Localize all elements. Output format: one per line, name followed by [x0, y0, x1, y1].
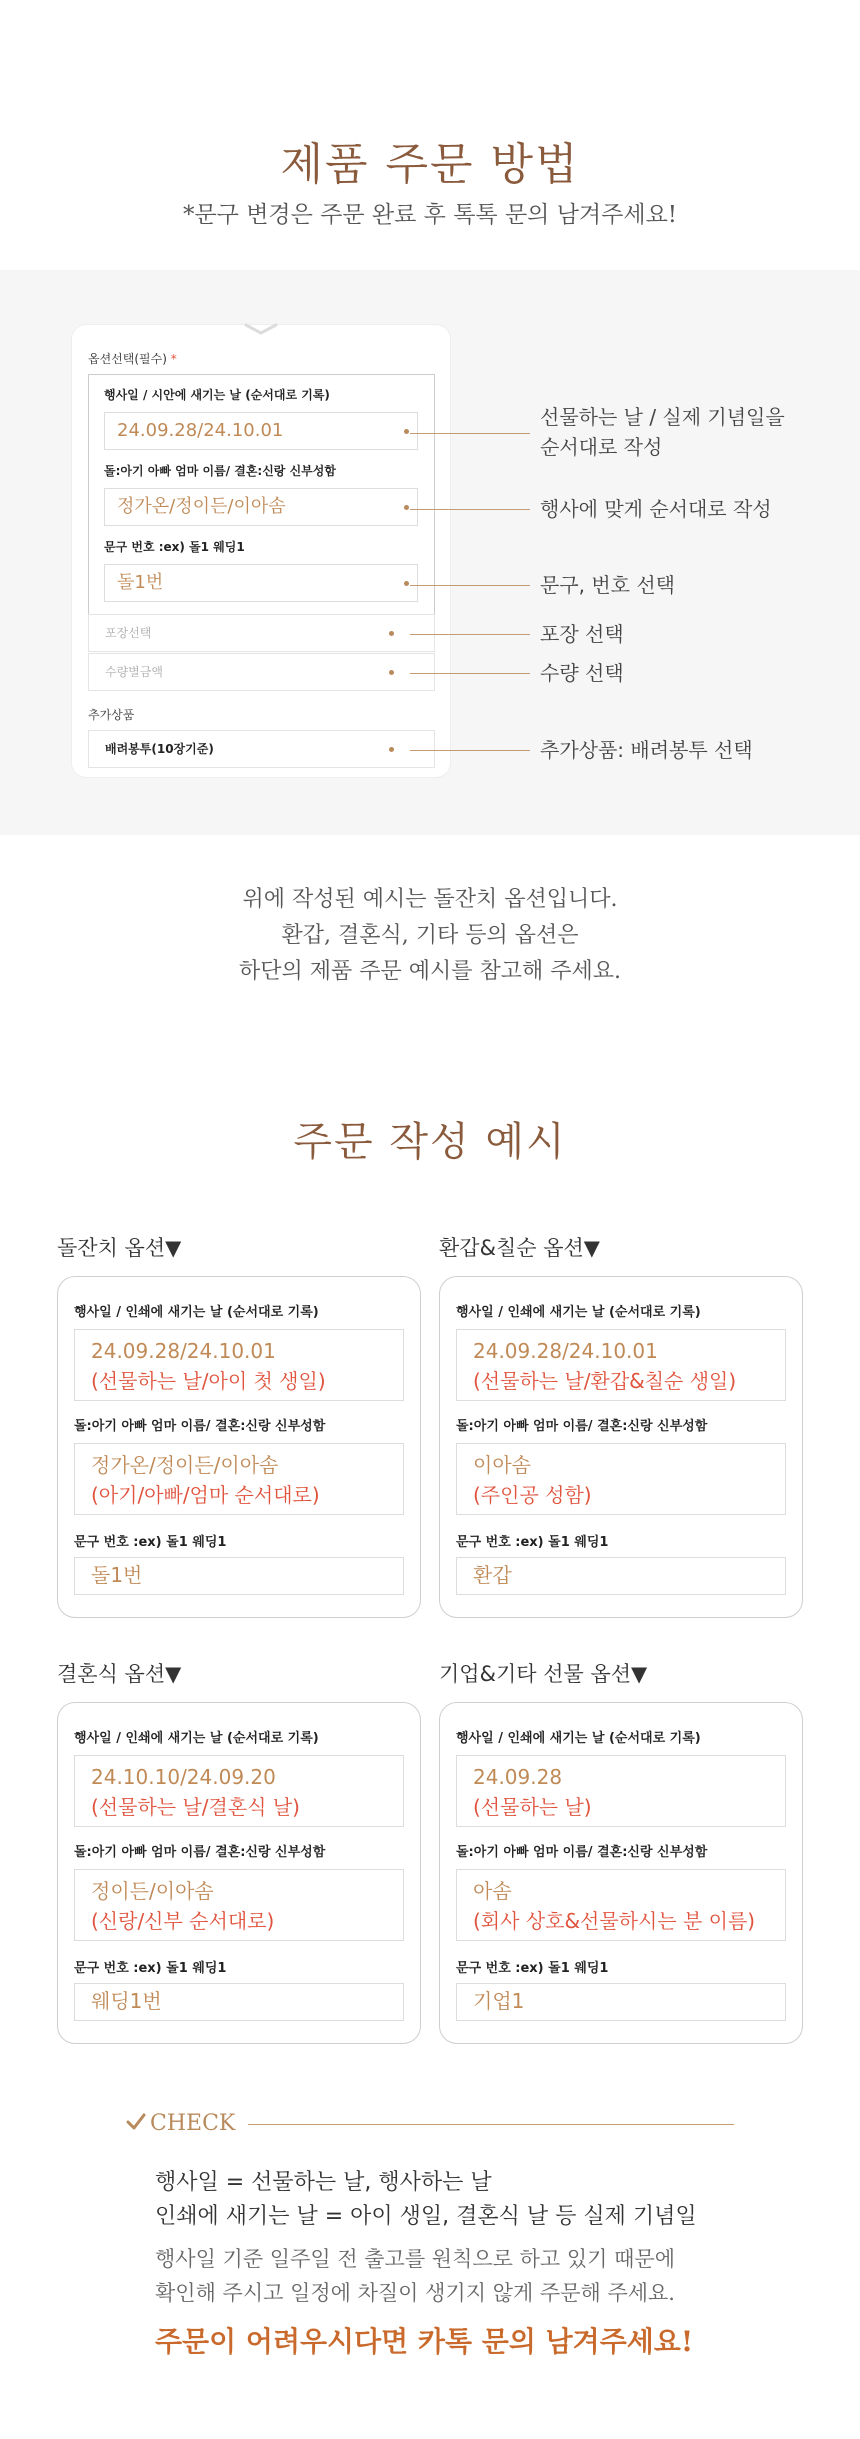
card-label-phrase: 문구 번호 :ex) 돌1 웨딩1 [74, 1535, 227, 1550]
card-label-names: 돌:아기 아빠 엄마 이름/ 결혼:신랑 신부성함 [74, 1845, 326, 1860]
quantity-select[interactable]: 수량별금액 [88, 653, 435, 691]
field-names-label: 돌:아기 아빠 엄마 이름/ 결혼:신랑 신부성함 [104, 464, 336, 478]
callout-phrase: 문구, 번호 선택 [540, 573, 675, 597]
card-names-box: 이아솜 (주인공 성함) [456, 1443, 786, 1515]
phrase-input[interactable] [104, 564, 418, 602]
callout-date: 선물하는 날 / 실제 기념일을 순서대로 작성 [540, 405, 785, 459]
card-phrase-box: 웨딩1번 [74, 1983, 404, 2021]
card-names-box: 정이든/이아솜 (신랑/신부 순서대로) [74, 1869, 404, 1941]
option-required-label: 옵션선택(필수) * [88, 352, 177, 366]
addon-select[interactable]: 배려봉투(10장기준) [88, 730, 435, 768]
pointer-dot [389, 747, 394, 752]
card-label-names: 돌:아기 아빠 엄마 이름/ 결혼:신랑 신부성함 [456, 1419, 708, 1434]
names-input-value: 정가온/정이든/이아솜 [117, 496, 286, 517]
card-date-box: 24.09.28 (선물하는 날) [456, 1755, 786, 1827]
card-label-date: 행사일 / 인쇄에 새기는 날 (순서대로 기록) [74, 1731, 319, 1746]
field-phrase-label: 문구 번호 :ex) 돌1 웨딩1 [104, 540, 245, 554]
names-input[interactable] [104, 488, 418, 526]
card-label-phrase: 문구 번호 :ex) 돌1 웨딩1 [456, 1535, 609, 1550]
card-label-phrase: 문구 번호 :ex) 돌1 웨딩1 [456, 1961, 609, 1976]
connector-line [410, 750, 530, 751]
card-phrase-box: 기업1 [456, 1983, 786, 2021]
example-heading: 기업&기타 선물 옵션▼ [439, 1662, 648, 1686]
card-date-box: 24.09.28/24.10.01 (선물하는 날/아이 첫 생일) [74, 1329, 404, 1401]
card-phrase-box: 돌1번 [74, 1557, 404, 1595]
connector-line [410, 433, 530, 434]
card-names-box: 아솜 (회사 상호&선물하시는 분 이름) [456, 1869, 786, 1941]
pointer-dot [404, 429, 409, 434]
example-heading: 결혼식 옵션▼ [57, 1662, 182, 1686]
example-heading: 환갑&칠순 옵션▼ [439, 1236, 600, 1260]
example-card-hwangap [439, 1276, 803, 1618]
card-label-names: 돌:아기 아빠 엄마 이름/ 결혼:신랑 신부성함 [456, 1845, 708, 1860]
card-label-date: 행사일 / 인쇄에 새기는 날 (순서대로 기록) [456, 1305, 701, 1320]
checkmark-icon [126, 2113, 146, 2131]
card-label-names: 돌:아기 아빠 엄마 이름/ 결혼:신랑 신부성함 [74, 1419, 326, 1434]
check-shipping-note: 행사일 기준 일주일 전 출고를 원칙으로 하고 있기 때문에 확인해 주시고 일정에 차질이 생기지 않게 주문해 주세요. [155, 2247, 675, 2305]
callout-addon: 추가상품: 배려봉투 선택 [540, 738, 753, 762]
pointer-dot [389, 631, 394, 636]
card-date-box: 24.09.28/24.10.01 (선물하는 날/환갑&칠순 생일) [456, 1329, 786, 1401]
check-label: CHECK [150, 2111, 236, 2136]
check-divider [248, 2124, 734, 2125]
card-label-date: 행사일 / 인쇄에 새기는 날 (순서대로 기록) [74, 1305, 319, 1320]
connector-line [410, 673, 530, 674]
page-subtitle: *문구 변경은 주문 완료 후 톡톡 문의 남겨주세요! [182, 202, 678, 228]
connector-line [410, 634, 530, 635]
date-input[interactable] [104, 412, 418, 450]
chevron-down-icon [244, 322, 278, 336]
example-heading: 돌잔치 옵션▼ [57, 1236, 182, 1260]
phrase-input-value: 돌1번 [117, 572, 164, 593]
field-date-label: 행사일 / 시안에 새기는 날 (순서대로 기록) [104, 388, 330, 402]
check-definitions: 행사일 = 선물하는 날, 행사하는 날 인쇄에 새기는 날 = 아이 생일, 결혼식 날 등 실제 기념일 [155, 2170, 697, 2229]
pointer-dot [404, 581, 409, 586]
connector-line [410, 509, 530, 510]
card-date-box: 24.10.10/24.09.20 (선물하는 날/결혼식 날) [74, 1755, 404, 1827]
example-description: 위에 작성된 예시는 돌잔치 옵션입니다. 환갑, 결혼식, 기타 등의 옵션은 하단의 제품 주문 예시를 참고해 주세요. [239, 887, 621, 984]
example-card-wedding [57, 1702, 421, 2044]
card-label-phrase: 문구 번호 :ex) 돌1 웨딩1 [74, 1961, 227, 1976]
examples-title: 주문 작성 예시 [293, 1119, 567, 1165]
addon-title: 추가상품 [88, 708, 135, 722]
example-card-corporate [439, 1702, 803, 2044]
card-label-date: 행사일 / 인쇄에 새기는 날 (순서대로 기록) [456, 1731, 701, 1746]
required-mark: * [170, 352, 177, 366]
callout-quantity: 수량 선택 [540, 661, 624, 685]
contact-cta: 주문이 어려우시다면 카톡 문의 남겨주세요! [155, 2325, 694, 2358]
packaging-select[interactable]: 포장선택 [88, 614, 435, 652]
connector-line [410, 585, 530, 586]
callout-names: 행사에 맞게 순서대로 작성 [540, 497, 772, 521]
card-names-box: 정가온/정이든/이아솜 (아기/아빠/엄마 순서대로) [74, 1443, 404, 1515]
date-input-value: 24.09.28/24.10.01 [117, 420, 284, 441]
card-phrase-box: 환갑 [456, 1557, 786, 1595]
pointer-dot [404, 505, 409, 510]
callout-packaging: 포장 선택 [540, 622, 624, 646]
pointer-dot [389, 670, 394, 675]
page-title: 제품 주문 방법 [280, 139, 580, 190]
example-card-dol [57, 1276, 421, 1618]
